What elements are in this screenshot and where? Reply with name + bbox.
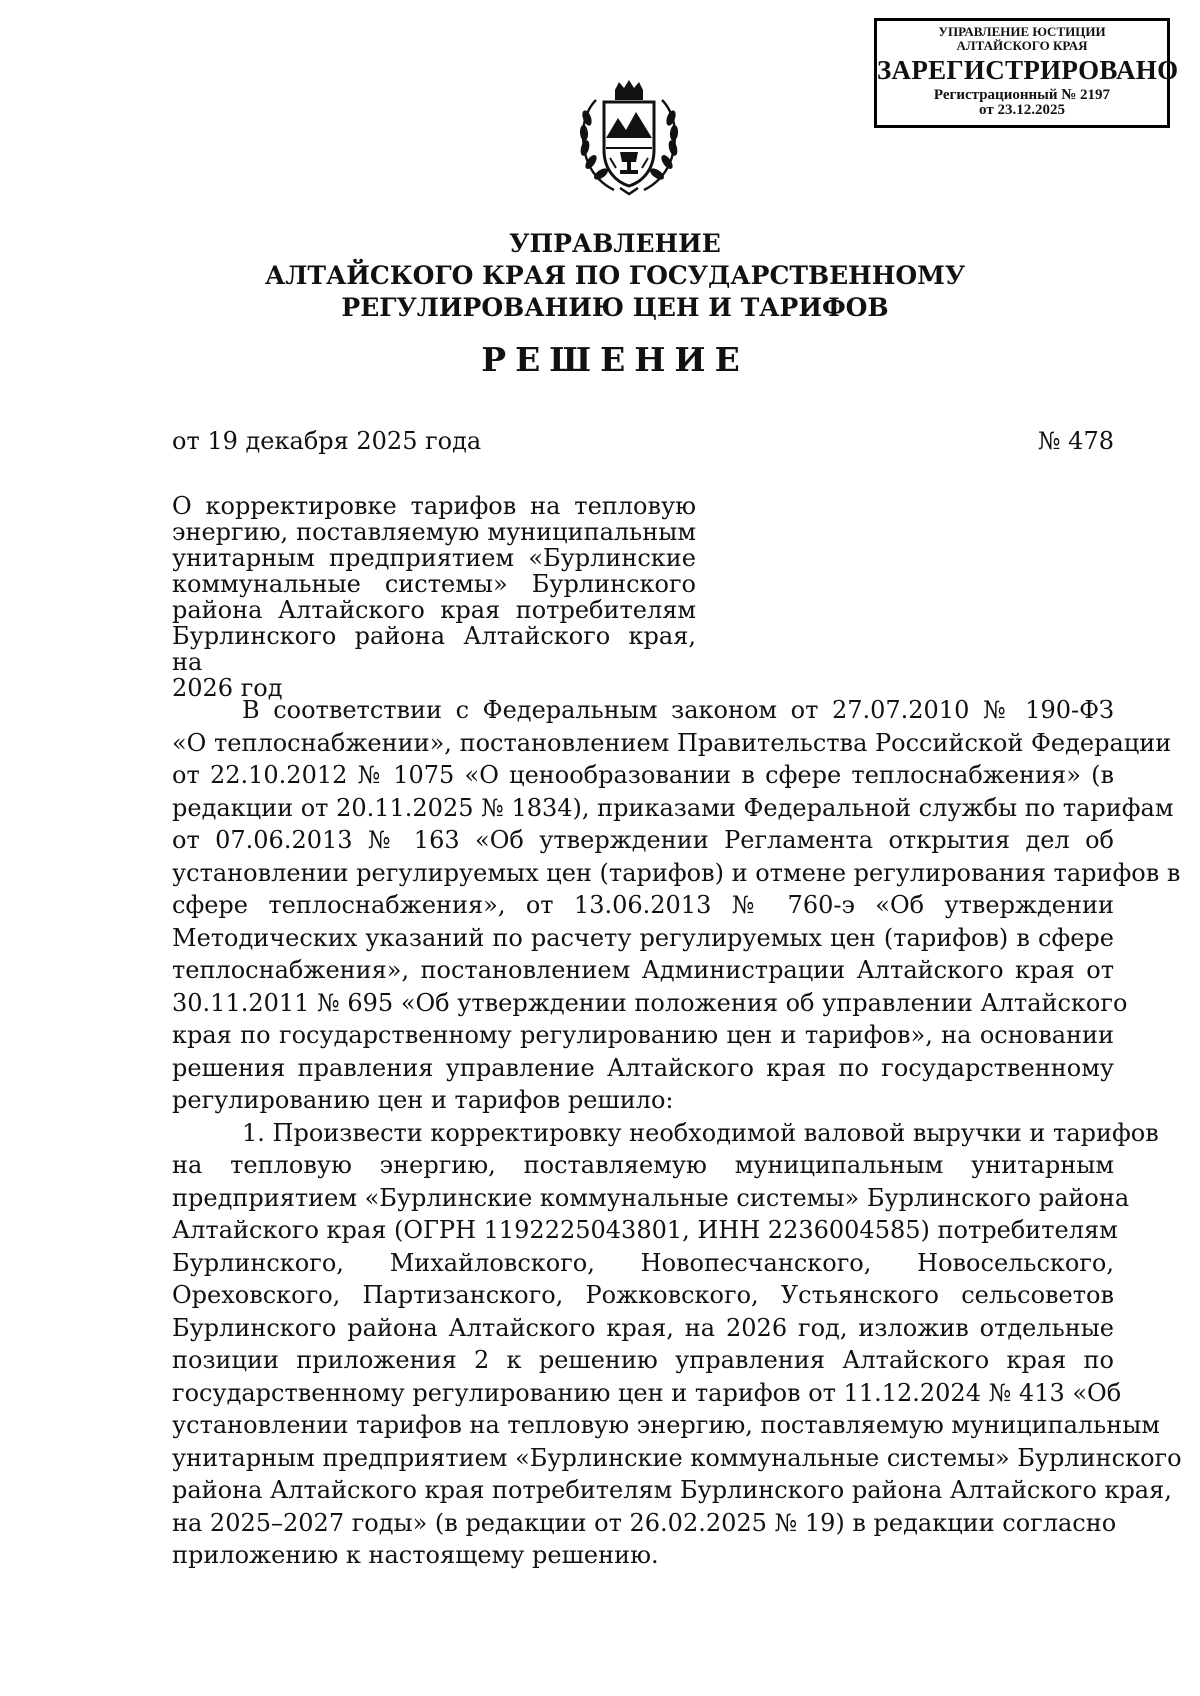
document-body <box>172 694 1182 1572</box>
subject-line: района Алтайского края потребителям <box>172 596 696 624</box>
document-type-heading: РЕШЕНИЕ <box>481 340 749 379</box>
coat-of-arms-icon <box>570 78 688 202</box>
clause-line: Ореховского, Партизанского, Рожковского, Устьянского сельсоветов <box>172 1281 1114 1309</box>
clause-line: унитарным предприятием «Бурлинские коммунальные системы» Бурлинского <box>172 1443 1182 1472</box>
document-date: от 19 декабря 2025 года <box>172 427 482 455</box>
clause-line: на 2025–2027 годы» (в редакции от 26.02.2025 № 19) в редакции согласно <box>172 1508 1117 1537</box>
clause-line: позиции приложения 2 к решению управления Алтайского края по <box>172 1346 1114 1374</box>
clause-line: на тепловую энергию, поставляемую муниципальным унитарным <box>172 1151 1114 1179</box>
preamble-line: решения правления управление Алтайского края по государственному <box>172 1053 1114 1082</box>
stamp-authority: УПРАВЛЕНИЕ ЮСТИЦИИ <box>938 24 1106 39</box>
preamble-line: Методических указаний по расчету регулируемых цен (тарифов) в сфере <box>172 923 1114 952</box>
subject-line: О корректировке тарифов на тепловую <box>172 492 696 520</box>
stamp-status: ЗАРЕГИСТРИРОВАНО <box>877 55 1179 86</box>
preamble-line: 30.11.2011 № 695 «Об утверждении положения об управлении Алтайского <box>172 988 1128 1017</box>
registration-stamp <box>874 18 1179 128</box>
clause-line: Бурлинского, Михайловского, Новопесчанского, Новосельского, <box>172 1248 1114 1277</box>
subject-line: энергию, поставляемую муниципальным <box>172 518 696 546</box>
clause-line: Бурлинского района Алтайского края, на 2026 год, изложив отдельные <box>172 1313 1114 1342</box>
subject-line: 2026 год <box>172 674 283 702</box>
preamble-line: сфере теплоснабжения», от 13.06.2013 № 760-э «Об утверждении <box>172 891 1114 919</box>
clause-line: Алтайского края (ОГРН 1192225043801, ИНН 2236004585) потребителям <box>172 1216 1118 1244</box>
agency-title-line: РЕГУЛИРОВАНИЮ ЦЕН И ТАРИФОВ <box>341 293 889 322</box>
stamp-reg-number: Регистрационный № 2197 <box>933 86 1111 103</box>
preamble-line: «О теплоснабжении», постановлением Правительства Российской Федерации <box>172 728 1172 757</box>
preamble-line: установлении регулируемых цен (тарифов) и отмене регулирования тарифов в <box>172 858 1181 887</box>
subject-line: унитарным предприятием «Бурлинские <box>172 544 696 572</box>
document-number: № 478 <box>1037 427 1114 455</box>
agency-title-line: УПРАВЛЕНИЕ <box>509 229 721 258</box>
clause-line: установлении тарифов на тепловую энергию, поставляемую муниципальным <box>172 1411 1160 1439</box>
agency-title <box>200 228 1030 324</box>
preamble-line: теплоснабжения», постановлением Администрации Алтайского края от <box>172 956 1114 984</box>
preamble-line: от 07.06.2013 № 163 «Об утверждении Регламента открытия дел об <box>172 826 1114 854</box>
subject-line: Бурлинского района Алтайского края, на <box>172 622 696 676</box>
stamp-date: от 23.12.2025 <box>979 102 1065 119</box>
preamble-line: от 22.10.2012 № 1075 «О ценообразовании в сфере теплоснабжения» (в <box>172 761 1114 789</box>
clause-line: государственному регулированию цен и тарифов от 11.12.2024 № 413 «Об <box>172 1378 1122 1407</box>
stamp-region: АЛТАЙСКОГО КРАЯ <box>956 37 1088 53</box>
clause-line: предприятием «Бурлинские коммунальные системы» Бурлинского района <box>172 1183 1130 1212</box>
preamble-line: регулированию цен и тарифов решило: <box>172 1086 674 1114</box>
clause-line: 1. Произвести корректировку необходимой валовой выручки и тарифов <box>242 1118 1159 1147</box>
preamble-line: В соответствии с Федеральным законом от 27.07.2010 № 190-ФЗ <box>242 696 1114 724</box>
clause-line: района Алтайского края потребителям Бурлинского района Алтайского края, <box>172 1476 1172 1504</box>
agency-title-line: АЛТАЙСКОГО КРАЯ ПО ГОСУДАРСТВЕННОМУ <box>264 261 966 290</box>
clause-line: приложению к настоящему решению. <box>172 1541 659 1569</box>
preamble-line: края по государственному регулированию цен и тарифов», на основании <box>172 1021 1114 1049</box>
document-subject <box>172 493 696 701</box>
preamble-line: редакции от 20.11.2025 № 1834), приказами Федеральной службы по тарифам <box>172 793 1174 822</box>
subject-line: коммунальные системы» Бурлинского <box>172 570 696 598</box>
